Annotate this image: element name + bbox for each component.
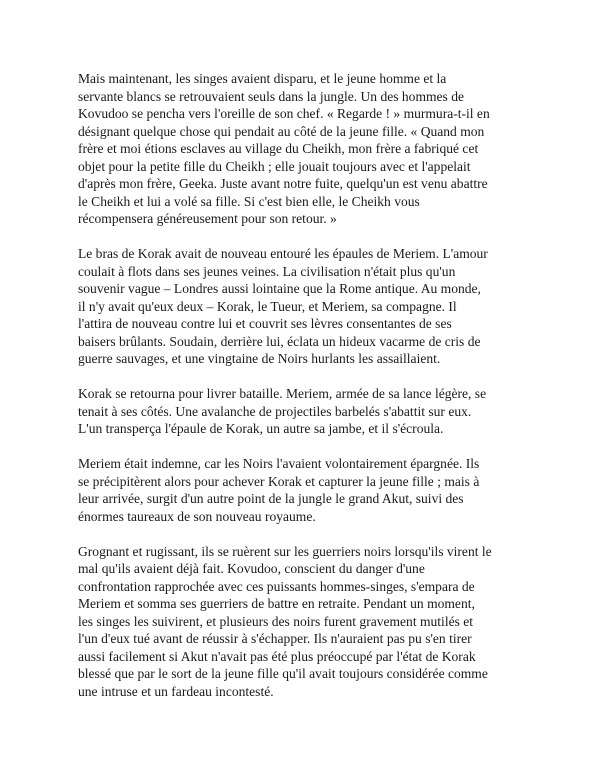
text-line: blessé que par le sort de la jeune fille qu'il avait toujours considérée comme <box>78 666 488 681</box>
text-line: frère et moi étions esclaves au village du Cheikh, mon frère a fabriqué cet <box>78 141 479 156</box>
document-page <box>78 70 536 718</box>
text-line: baisers brûlants. Soudain, derrière lui, éclata un hideux vacarme de cris de <box>78 333 481 349</box>
text-line: Meriem était indemne, car les Noirs l'avaient volontairement épargnée. Ils <box>78 456 480 471</box>
paragraph-2 <box>78 245 536 368</box>
paragraph-1 <box>78 70 536 228</box>
text-line: Meriem et somma ses guerriers de battre en retraite. Pendant un moment, <box>78 596 475 611</box>
text-line: Le bras de Korak avait de nouveau entouré les épaules de Meriem. L'amour <box>78 246 488 261</box>
text-line: mal qu'ils avaient déjà fait. Kovudoo, conscient du danger d'une <box>78 561 425 576</box>
paragraph-3 <box>78 385 536 438</box>
paragraph-5 <box>78 543 536 701</box>
text-line: Mais maintenant, les singes avaient disparu, et le jeune homme et la <box>78 71 447 86</box>
text-line: Kovudoo se pencha vers l'oreille de son chef. « Regarde ! » murmura-t-il en <box>78 106 490 121</box>
text-line: leur arrivée, surgit d'un autre point de la jungle le grand Akut, suivi des <box>78 491 464 506</box>
text-line: coulait à flots dans ses jeunes veines. La civilisation n'était plus qu'un <box>78 263 456 279</box>
text-line: le Cheikh et lui a volé sa fille. Si c'est bien elle, le Cheikh vous <box>78 193 420 209</box>
text-line: d'après mon frère, Geeka. Juste avant notre fuite, quelqu'un est venu abattre <box>78 176 488 191</box>
text-line: Korak se retourna pour livrer bataille. Meriem, armée de sa lance légère, se <box>78 386 487 401</box>
text-line: servante blancs se retrouvaient seuls dans la jungle. Un des hommes de <box>78 88 464 104</box>
text-line: aussi facilement si Akut n'avait pas été plus préoccupé par l'état de Korak <box>78 648 476 664</box>
text-line: récompensera généreusement pour son retour. » <box>78 211 337 226</box>
text-line: tenait à ses côtés. Une avalanche de projectiles barbelés s'abattit sur eux. <box>78 403 472 419</box>
text-line: désignant quelque chose qui pendait au côté de la jeune fille. « Quand mon <box>78 123 485 139</box>
text-line: les singes les suivirent, et plusieurs des noirs furent gravement mutilés et <box>78 613 474 629</box>
text-line: se précipitèrent alors pour achever Korak et capturer la jeune fille ; mais à <box>78 473 480 489</box>
text-line: objet pour la petite fille du Cheikh ; elle jouait toujours avec et l'appelait <box>78 158 471 174</box>
text-line: confrontation rapprochée avec ces puissants hommes-singes, s'empara de <box>78 578 475 594</box>
paragraph-4 <box>78 455 536 525</box>
text-line: l'attira de nouveau contre lui et couvrit ses lèvres consentantes de ses <box>78 316 452 331</box>
text-line: l'un d'eux tué avant de réussir à s'échapper. Ils n'auraient pas pu s'en tirer <box>78 631 472 646</box>
text-line: souvenir vague – Londres aussi lointaine que la Rome antique. Au monde, <box>78 281 481 296</box>
text-line: L'un transperça l'épaule de Korak, un autre sa jambe, et il s'écroula. <box>78 421 444 436</box>
text-line: énormes taureaux de son nouveau royaume. <box>78 508 316 524</box>
text-line: il n'y avait qu'eux deux – Korak, le Tueur, et Meriem, sa compagne. Il <box>78 298 457 314</box>
text-line: une intruse et un fardeau incontesté. <box>78 683 274 699</box>
text-line: Grognant et rugissant, ils se ruèrent sur les guerriers noirs lorsqu'ils virent le <box>78 543 492 559</box>
text-line: guerre sauvages, et une vingtaine de Noirs hurlants les assaillaient. <box>78 351 441 366</box>
